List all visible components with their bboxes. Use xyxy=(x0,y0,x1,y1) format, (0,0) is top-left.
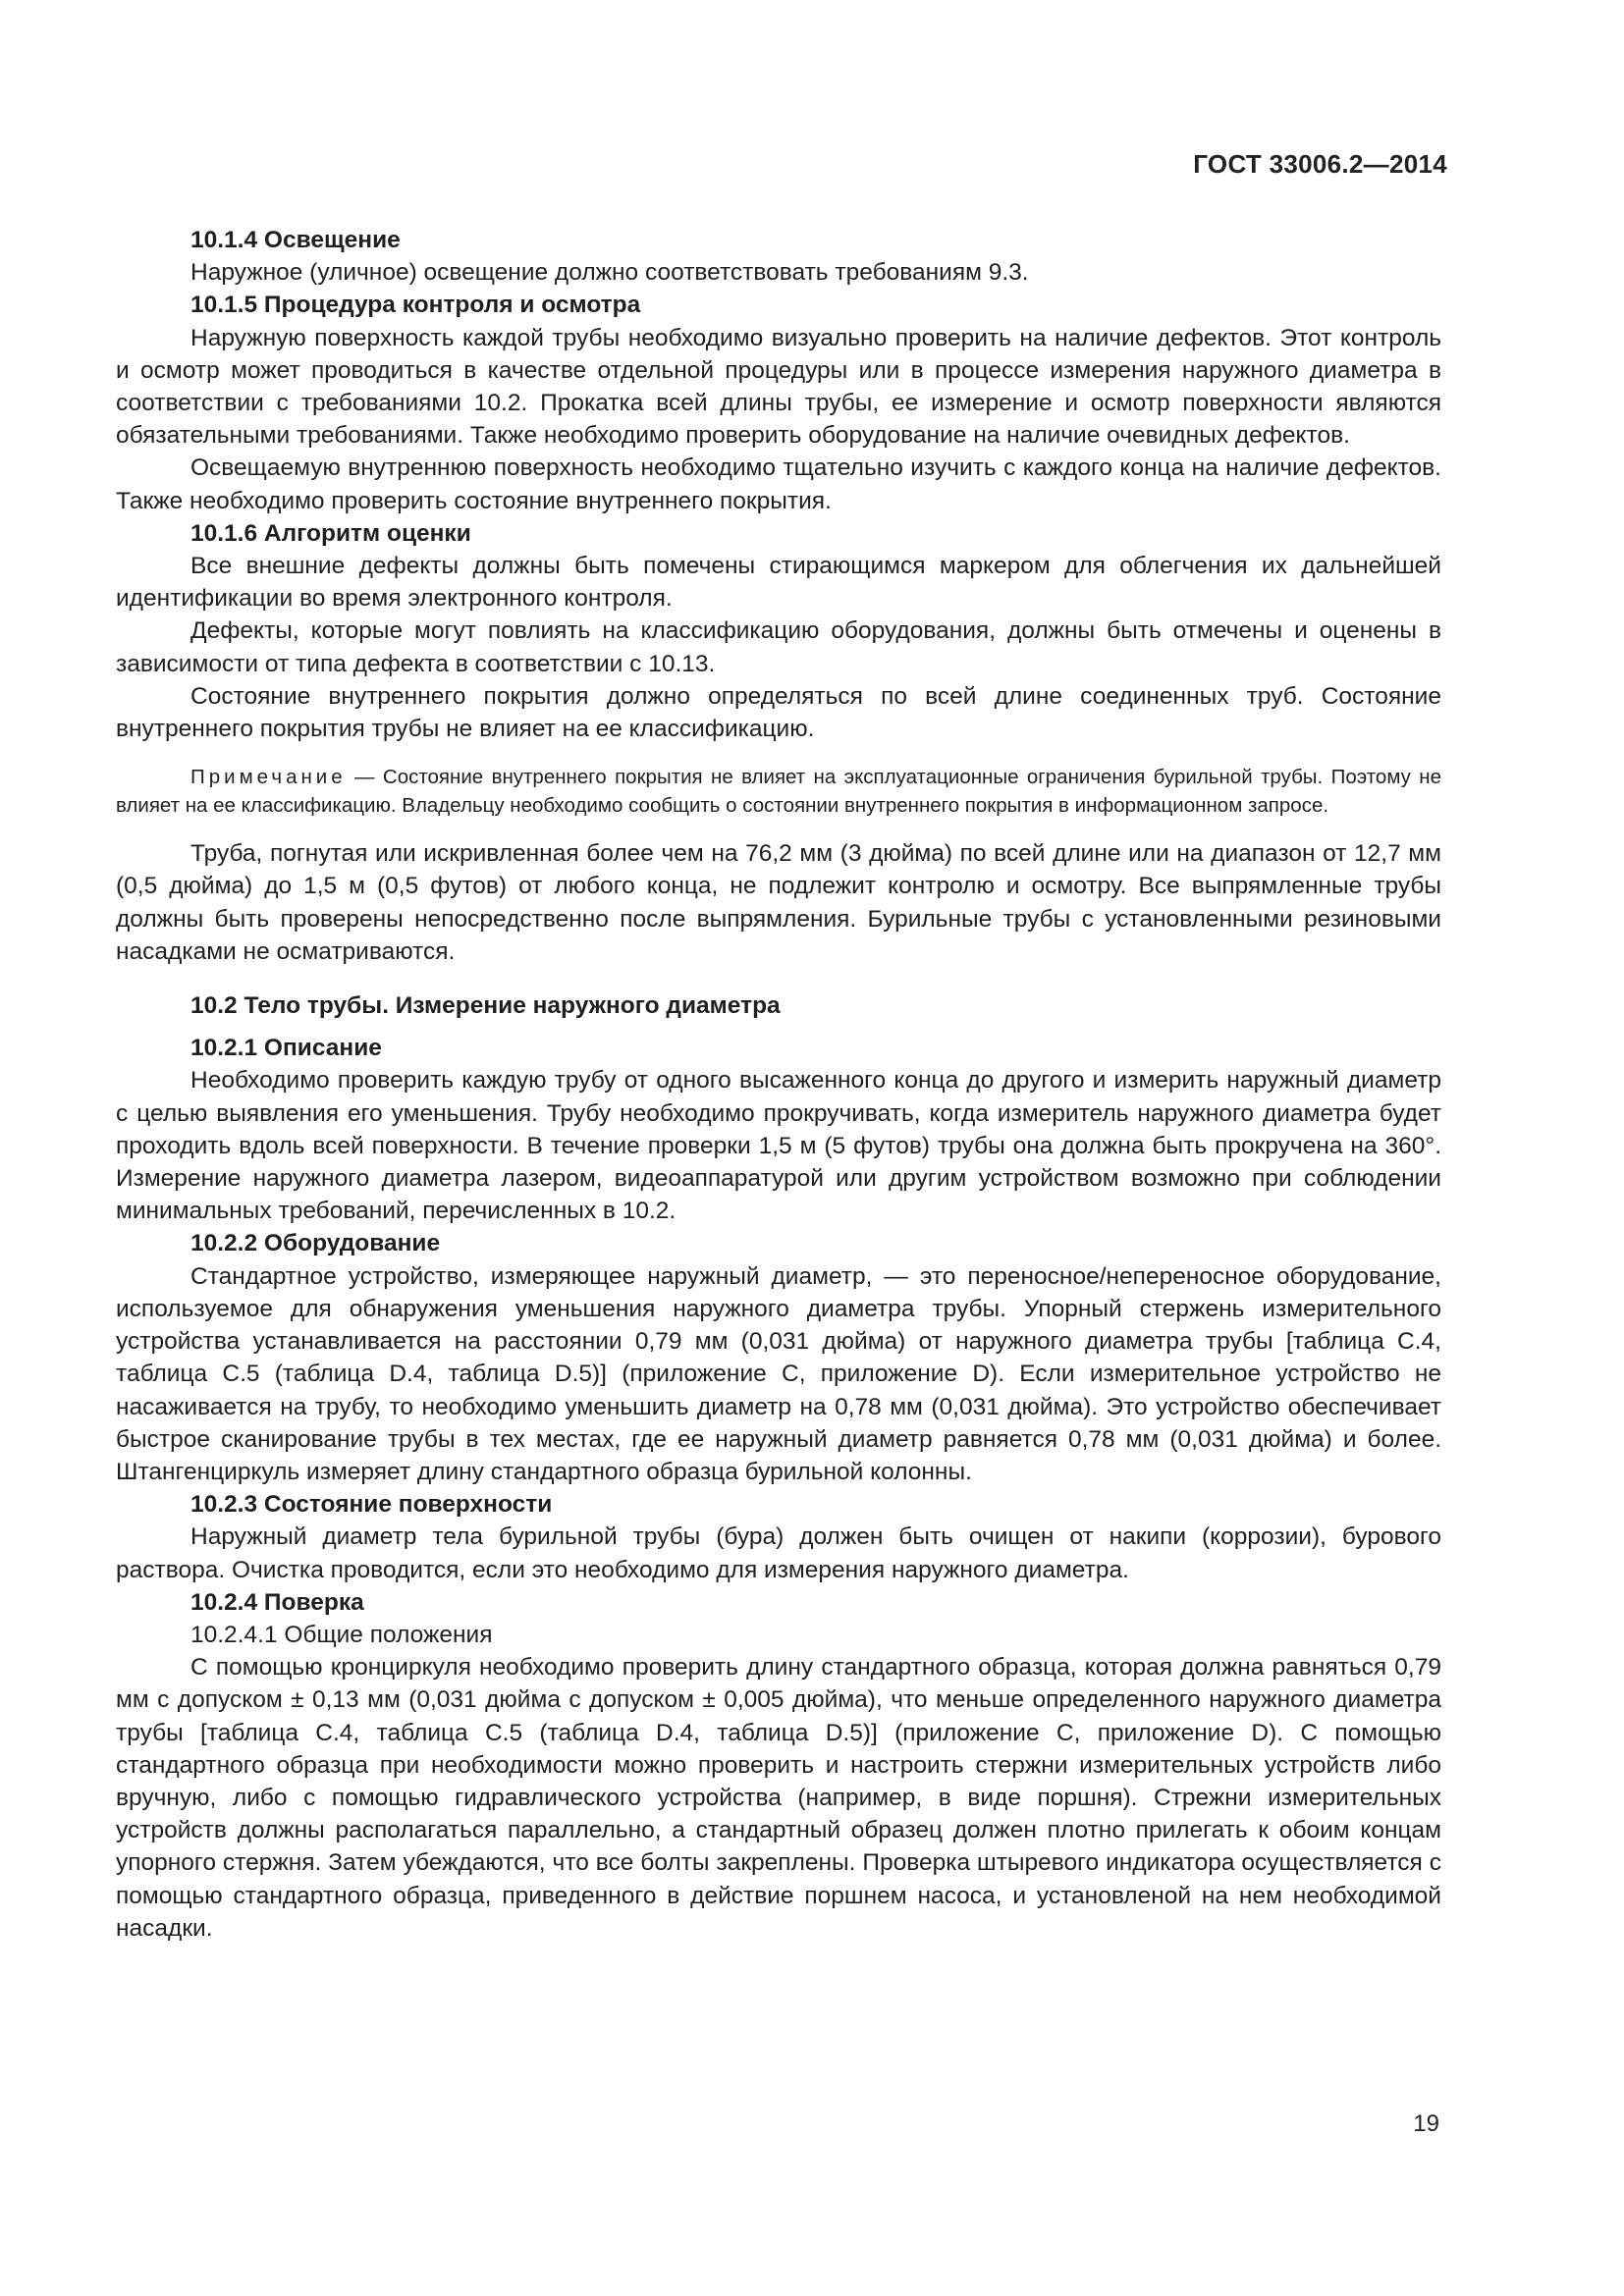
note-label: Примечание xyxy=(190,766,347,789)
document-code: ГОСТ 33006.2—2014 xyxy=(1193,149,1447,179)
section-10-1-6-paragraph-2: Дефекты, которые могут повлиять на классификацию оборудования, должны быть отмечены и оценены в зависимости от типа дефекта в соответствии с 10.13. xyxy=(116,617,1441,677)
note xyxy=(116,763,1441,820)
note-text: — Состояние внутреннего покрытия не влияет на эксплуатационные ограничения бурильной трубы. Поэтому не влияет на ее классификацию. Владельцу необходимо сообщить о состоянии внутреннего покрытия в информационном запросе. xyxy=(116,766,1441,818)
section-10-2-4-heading: 10.2.4 Поверка xyxy=(190,1588,364,1616)
section-10-2-1-heading: 10.2.1 Описание xyxy=(190,1035,382,1062)
section-10-1-5-heading: 10.1.5 Процедура контроля и осмотра xyxy=(190,292,641,319)
section-10-2-2-paragraph: Стандартное устройство, измеряющее наружный диаметр, — это переносное/непереносное оборудование, используемое для обнаружения уменьшения наружного диаметра трубы. Упорный стержень измерительного устройства устанавливается на расстоянии 0,79 мм (0,031 дюйма) от наружного диаметра трубы [таблица С.4, таблица С.5 (таблица D.4, таблица D.5)] (приложение С, приложение D). Если измерительное устройство не насаживается на трубу, то необходимо уменьшить диаметр на 0,78 мм (0,031 дюйма). Это устройство обеспечивает быстрое сканирование трубы в тех местах, где ее наружный диаметр равняется 0,78 мм (0,031 дюйма) и более. Штангенциркуль измеряет длину стандартного образца бурильной колонны. xyxy=(116,1262,1441,1485)
section-10-2-4-1-heading: 10.2.4.1 Общие положения xyxy=(190,1621,493,1648)
section-10-2-1-paragraph: Необходимо проверить каждую трубу от одного высаженного конца до другого и измерить наружный диаметр с целью выявления его уменьшения. Трубу необходимо прокручивать, когда измеритель наружного диаметра будет проходить вдоль всей поверхности. В течение проверки 1,5 м (5 футов) трубы она должна быть прокручена на 360°. Измерение наружного диаметра лазером, видеоаппаратурой или другим устройством возможно при соблюдении минимальных требований, перечисленных в 10.2. xyxy=(116,1067,1441,1225)
section-10-1-4-paragraph: Наружное (уличное) освещение должно соответствовать требованиям 9.3. xyxy=(190,259,1029,287)
section-10-2-heading: 10.2 Тело трубы. Измерение наружного диаметра xyxy=(190,992,781,1020)
section-10-1-6-heading: 10.1.6 Алгоритм оценки xyxy=(190,519,471,547)
section-10-2-4-1-paragraph: С помощью кронциркуля необходимо проверить длину стандартного образца, которая должна равняться 0,79 мм с допуском ± 0,13 мм (0,031 дюйма с допуском ± 0,005 дюйма), что меньше определенного наружного диаметра трубы [таблица С.4, таблица С.5 (таблица D.4, таблица D.5)] (приложение С, приложение D). С помощью стандартного образца при необходимости можно проверить и настроить стержни измерительных устройств либо вручную, либо с помощью гидравлического устройства (например, в виде поршня). Стрежни измерительных устройств должны располагаться параллельно, а стандартный образец должен плотно прилегать к обоим концам упорного стержня. Затем убеждаются, что все болты закреплены. Проверка штыревого индикатора осуществляется с помощью стандартного образца, приведенного в действие поршнем насоса, и установленой на нем необходимой насадки. xyxy=(116,1654,1441,1942)
section-10-2-3-paragraph: Наружный диаметр тела бурильной трубы (бура) должен быть очищен от накипи (коррозии), бурового раствора. Очистка проводится, если это необходимо для измерения наружного диаметра. xyxy=(116,1523,1441,1583)
section-10-1-5-paragraph-1: Наружную поверхность каждой трубы необходимо визуально проверить на наличие дефектов. Этот контроль и осмотр может проводиться в качестве отдельной процедуры или в процессе измерения наружного диаметра в соответствии с требованиями 10.2. Прокатка всей длины трубы, ее измерение и осмотр поверхности являются обязательными требованиями. Также необходимо проверить оборудование на наличие очевидных дефектов. xyxy=(116,324,1441,450)
section-10-1-6-paragraph-1: Все внешние дефекты должны быть помечены стирающимся маркером для облегчения их дальнейшей идентификации во время электронного контроля. xyxy=(116,553,1441,613)
section-10-1-5-paragraph-2: Освещаемую внутреннюю поверхность необходимо тщательно изучить с каждого конца на наличие дефектов. Также необходимо проверить состояние внутреннего покрытия. xyxy=(116,454,1441,514)
page-number: 19 xyxy=(1413,2110,1439,2137)
section-10-2-3-heading: 10.2.3 Состояние поверхности xyxy=(190,1491,553,1519)
section-10-1-4-heading: 10.1.4 Освещение xyxy=(190,227,401,253)
section-10-1-6-paragraph-4: Труба, погнутая или искривленная более чем на 76,2 мм (3 дюйма) по всей длине или на диапазон от 12,7 мм (0,5 дюйма) до 1,5 м (0,5 футов) от любого конца, не подлежит контролю и осмотру. Все выпрямленные трубы должны быть проверены непосредственно после выпрямления. Бурильные трубы с установленными резиновыми насадками не осматриваются. xyxy=(116,840,1441,965)
section-10-1-6-paragraph-3: Состояние внутреннего покрытия должно определяться по всей длине соединенных труб. Состояние внутреннего покрытия трубы не влияет на ее классификацию. xyxy=(116,682,1441,743)
document-body xyxy=(116,224,1441,1945)
section-10-2-2-heading: 10.2.2 Оборудование xyxy=(190,1230,441,1257)
